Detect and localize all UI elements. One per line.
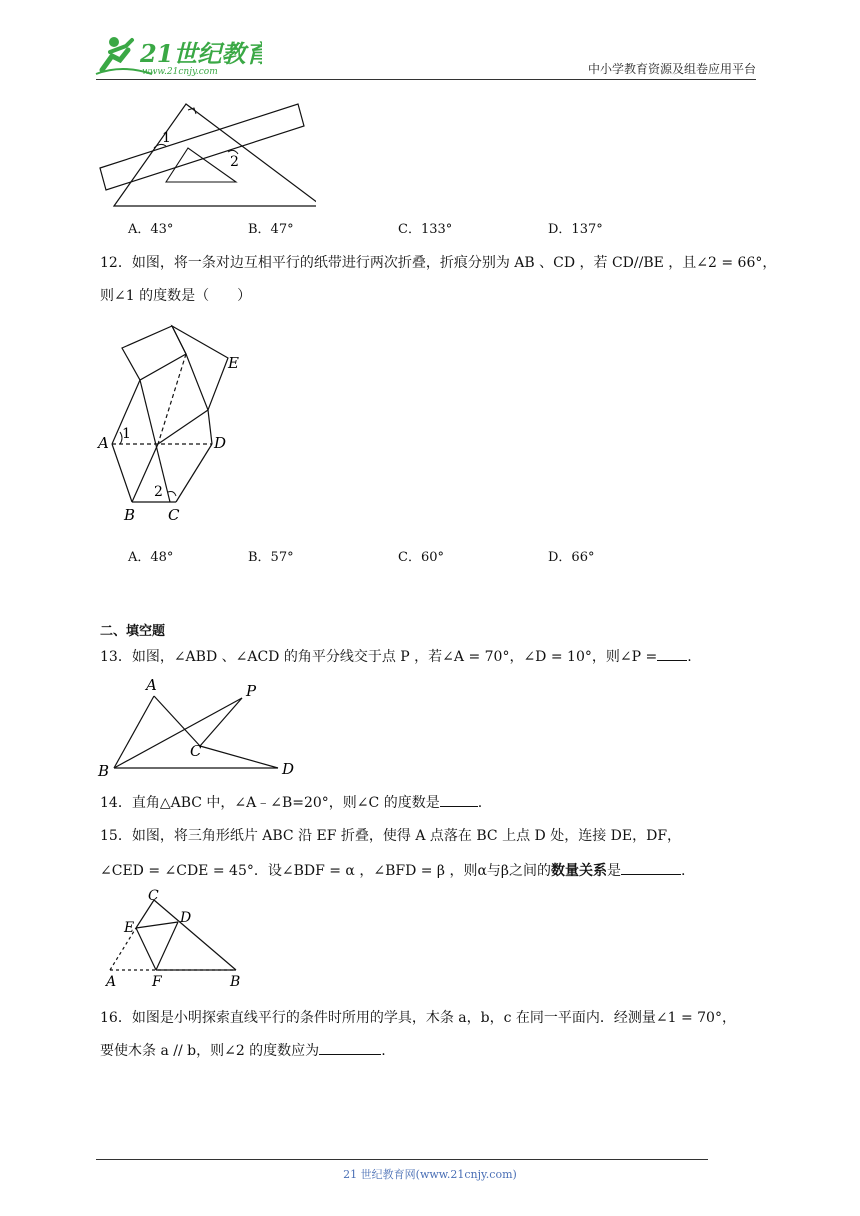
q13-label-a: A: [146, 676, 157, 694]
q16-stem-line2: [100, 1040, 386, 1061]
q13-answer-blank[interactable]: [657, 646, 687, 661]
q15-text-bold: 数量关系: [551, 863, 608, 879]
q15-answer-blank[interactable]: [621, 860, 681, 875]
q15-stem-line2: [100, 860, 685, 881]
q11-option-c[interactable]: C．133°: [398, 222, 453, 237]
q14-answer-blank[interactable]: [440, 792, 478, 807]
site-logo: [92, 30, 262, 80]
q12-option-b[interactable]: B．57°: [248, 550, 294, 565]
runner-logo-icon: [92, 30, 262, 80]
q15-label-a: A: [106, 974, 117, 990]
q15-label-d: D: [180, 910, 192, 926]
ruler-shape: [100, 104, 304, 190]
q11-label-2: 2: [230, 154, 239, 170]
q12-option-a[interactable]: A．48°: [128, 550, 174, 565]
q13-stem: [100, 646, 692, 667]
q12-label-a: A: [98, 434, 109, 452]
header-tagline: 中小学教育资源及组卷应用平台: [587, 62, 756, 76]
q14-end: .: [477, 795, 483, 811]
q15-label-f: F: [152, 974, 162, 990]
q12-label-2: 2: [154, 484, 163, 500]
q13-label-p: P: [246, 682, 257, 700]
q15-label-e: E: [124, 920, 135, 936]
q15-figure: [96, 888, 266, 990]
right-angle-mark: [188, 108, 196, 114]
q15-end: .: [681, 863, 686, 879]
q13-text: 13．如图，∠ABD 、∠ACD 的角平分线交于点 P ，若∠A = 70°，∠D = 10°，则∠P =: [100, 649, 658, 665]
q13-label-c: C: [190, 742, 202, 760]
q12-figure: [96, 320, 256, 526]
inner-triangle-shape: [166, 148, 236, 182]
section-heading-fill-in: 二、填空题: [100, 624, 166, 639]
q16-text: 要使木条 a // b，则∠2 的度数应为: [100, 1043, 320, 1059]
logo-main-text: 21世纪教育: [140, 39, 262, 68]
q12-stem-line1: 12．如图，将一条对边互相平行的纸带进行两次折叠，折痕分别为 AB 、CD ，若 CD//BE ，且∠2 = 66°，: [100, 255, 777, 271]
footer-divider: [96, 1159, 708, 1160]
q12-label-1: 1: [122, 426, 131, 442]
q13-label-d: D: [282, 760, 295, 778]
q16-answer-blank[interactable]: [319, 1040, 381, 1055]
q12-option-c[interactable]: C．60°: [398, 550, 444, 565]
q13-label-b: B: [98, 762, 110, 780]
logo-sub-text: www.21cnjy.com: [142, 67, 218, 77]
q14-stem: [100, 792, 482, 813]
q11-label-1: 1: [162, 130, 171, 146]
q13-figure: [96, 672, 306, 782]
q15-stem-line1: 15．如图，将三角形纸片 ABC 沿 EF 折叠，使得 A 点落在 BC 上点 D 处，连接 DE，DF，: [100, 828, 682, 844]
q11-option-b[interactable]: B．47°: [248, 222, 294, 237]
q15-label-c: C: [148, 888, 159, 904]
q13-end: .: [687, 649, 692, 665]
q15-text-b: 是: [607, 863, 622, 879]
q12-option-d[interactable]: D．66°: [548, 550, 595, 565]
q14-text: 14．直角△ABC 中，∠A﹣∠B=20°，则∠C 的度数是: [100, 795, 440, 811]
q15-text-a: ∠CED = ∠CDE = 45°．设∠BDF = α ，∠BFD = β ，则α与β之间的: [100, 863, 552, 879]
header-divider: [96, 79, 756, 80]
q12-label-d: D: [214, 434, 227, 452]
footer-link[interactable]: 21 世纪教育网(www.21cnjy.com): [343, 1168, 517, 1181]
q15-label-b: B: [230, 974, 241, 990]
q12-stem-line2: 则∠1 的度数是（ ）: [100, 288, 252, 304]
q12-label-c: C: [168, 506, 180, 524]
q12-label-b: B: [124, 506, 136, 524]
q12-label-e: E: [228, 354, 239, 372]
q11-option-a[interactable]: A．43°: [128, 222, 174, 237]
q16-stem-line1: 16．如图是小明探索直线平行的条件时所用的学具，木条 a，b，c 在同一平面内．经测量∠1 = 70°，: [100, 1010, 736, 1026]
q11-option-d[interactable]: D．137°: [548, 222, 603, 237]
q16-end: .: [381, 1043, 386, 1059]
q11-figure: [96, 96, 316, 212]
